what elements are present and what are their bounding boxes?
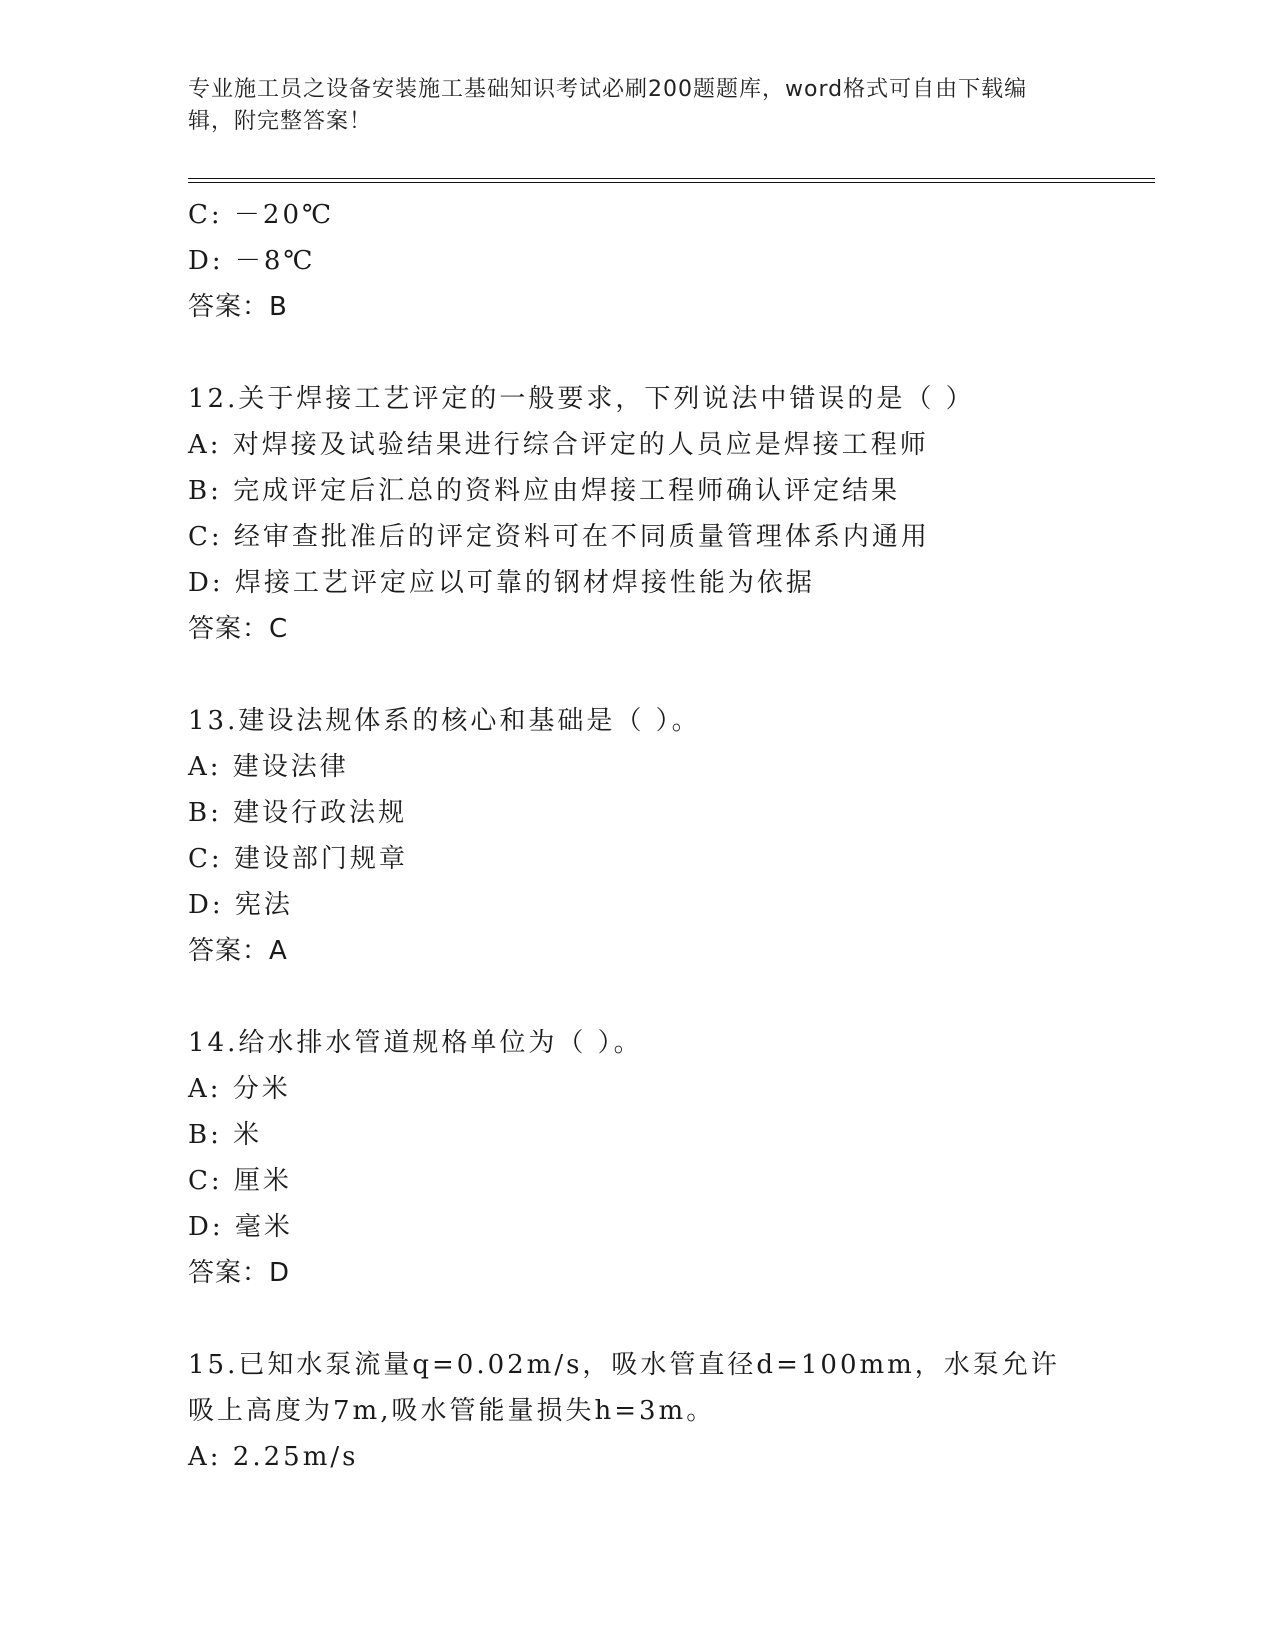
option-a: A: 对焊接及试验结果进行综合评定的人员应是焊接工程师 <box>188 430 929 460</box>
spacer <box>188 1296 1128 1342</box>
answer-line: 答案：B <box>188 292 288 322</box>
spacer <box>188 652 1128 698</box>
option-a: A: 建设法律 <box>188 752 349 782</box>
question-stem: 14.给水排水管道规格单位为（ ）。 <box>188 1028 643 1058</box>
answer-line: 答案：D <box>188 1258 291 1288</box>
option-b: B: 建设行政法规 <box>188 798 408 828</box>
option-c: C: 厘米 <box>188 1166 292 1196</box>
option-a: A: 分米 <box>188 1074 291 1104</box>
option-b: B: 完成评定后汇总的资料应由焊接工程师确认评定结果 <box>188 476 901 506</box>
option-d: D: 宪法 <box>188 890 293 920</box>
header-divider-bottom <box>188 182 1155 183</box>
question-stem: 13.建设法规体系的核心和基础是（ ）。 <box>188 706 701 736</box>
option-a: A: 2.25m/s <box>188 1442 359 1472</box>
spacer <box>188 330 1128 376</box>
option-b: B: 米 <box>188 1120 263 1150</box>
header-divider-top <box>188 178 1155 179</box>
option-d: D: 毫米 <box>188 1212 293 1242</box>
question-stem: 15.已知水泵流量q=0.02m/s，吸水管直径d=100mm，水泵允许吸上高度为7m,吸水管能量损失h=3m。 <box>188 1350 1060 1426</box>
option-c: C: 经审查批准后的评定资料可在不同质量管理体系内通用 <box>188 522 930 552</box>
spacer <box>188 974 1128 1020</box>
option-c: C: 建设部门规章 <box>188 844 408 874</box>
answer-line: 答案：A <box>188 936 288 966</box>
question-list <box>188 192 1128 1480</box>
question-stem: 12.关于焊接工艺评定的一般要求，下列说法中错误的是（ ） <box>188 384 975 414</box>
option-d: D: 焊接工艺评定应以可靠的钢材焊接性能为依据 <box>188 568 815 598</box>
document-header: 专业施工员之设备安装施工基础知识考试必刷200题题库，word格式可自由下载编辑，附完整答案！ <box>188 77 1028 134</box>
option-c: C: －20℃ <box>188 200 335 230</box>
answer-line: 答案：C <box>188 614 289 644</box>
option-d: D: －8℃ <box>188 246 316 276</box>
